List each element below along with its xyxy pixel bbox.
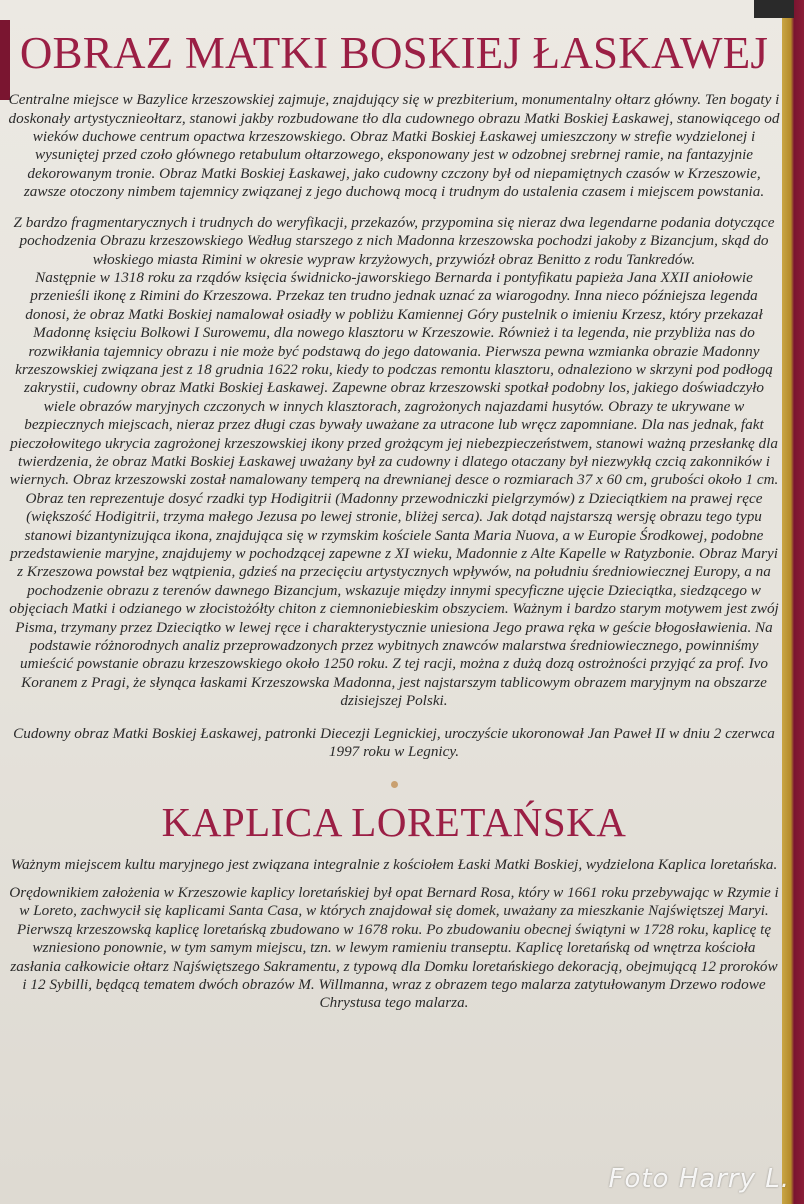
board-content <box>8 30 780 1013</box>
photo-watermark: Foto Harry L. <box>608 1164 790 1194</box>
paragraph-chapel-history: Orędownikiem założenia w Krzeszowie kaplicy loretańskiej był opat Bernard Rosa, który w 1661 roku przebywając w Rzymie i w Loreto, zachwycił się kaplicami Santa Casa, w których znajdował się domek, uważany za mieszkanie Najświętszej Maryi. Pierwszą krzeszowską kaplicę loretańską zbudowano w 1678 roku. Po zbudowaniu obecnej świątyni w 1728 roku, kaplicę tę wzniesiono ponownie, w tym samym miejscu, tzn. w lewym ramieniu transeptu. Kaplicę loretańską od wnętrza kościoła zasłania całkowicie ołtarz Najświętszego Sakramentu, z typową dla Domku loretańskiego dekoracją, obejmującą 12 proroków i 12 Sybilli, będącą tematem dwóch obrazów M. Willmanna, wraz z obrazem tego malarza zatytułowanym Drzewo rodowe Chrystusa tego malarza. <box>9 883 779 1012</box>
board-frame-corner <box>754 0 794 18</box>
paragraph-chapel-intro: Ważnym miejscem kultu maryjnego jest związana integralnie z kościołem Łaski Matki Boskiej, wydzielona Kaplica loretańska. <box>10 855 778 873</box>
board-frame-right <box>782 0 804 1204</box>
paragraph-coronation: Cudowny obraz Matki Boskiej Łaskawej, patronki Diecezji Legnickiej, uroczyście ukoronował Jan Paweł II w dniu 2 czerwca 1997 roku w Legnicy. <box>13 724 775 761</box>
paragraph-intro: Centralne miejsce w Bazylice krzeszowskiej zajmuje, znajdujący się w prezbiterium, monumentalny ołtarz główny. Ten bogaty i doskonały artystycznieołtarz, stanowi jakby rozbudowane tło dla cudownego obrazu Matki Boskiej Łaskawej, stanowiącego od wieków duchowe centrum opactwa krzeszowskiego. Obraz Matki Boskiej Łaskawej umieszczony w strefie wydzielonej i wysuniętej przed czoło głównego retabulum ołtarzowego, eksponowany jest w odzobnej srebrnej ramie, na fantazyjnie dekorowanym tronie. Obraz Matki Boskiej Łaskawej, jako cudowny czczony był od niepamiętnych czasów w Krzeszowie, zawsze otoczony nimbem tajemnicy związanej z jego duchową mocą i trudnym do ustalenia czasem i miejscem powstania. <box>8 91 780 201</box>
section-divider-dot <box>391 781 398 788</box>
section-title: KAPLICA LORETAŃSKA <box>161 799 627 846</box>
paragraph-history: Następnie w 1318 roku za rządów księcia świdnicko-jaworskiego Bernarda i pontyfikatu papieża Jana XXII aniołowie przenieśli ikonę z Rimini do Krzeszowa. Przekaz ten trudno jednak uznać za wiarogodny. Inna nieco późniejsza legenda donosi, że obraz Matki Boskiej namalował osiadły w pobliżu Kamiennej Góry pustelnik o imieniu Krzesz, który przekazał Madonnę księciu Bolkowi I Surowemu, dla nowego klasztoru w Krzeszowie. Również i ta legenda, nie przybliża nas do rozwikłania tajemnicy obrazu i nie może być podstawą do jego datowania. Pierwsza pewna wzmianka obrazie Madonny krzeszowskiej związana jest z 18 grudnia 1622 roku, kiedy to podczas remontu klasztoru, odnaleziono w skrzyni pod podłogą zakrystii, cudowny obraz Matki Boskiej Łaskawej. Zapewne obraz krzeszowski spotkał podobny los, jakiego doświadczyło wiele obrazów maryjnych czczonych w innych klasztorach, zagrożonych najazdami husytów. Obrazy te ukrywane w bezpiecznych miejscach, nieraz przez długi czas bywały uważane za utracone lub wręcz zapomniane. Dla nas jednak, fakt pieczołowitego ukrycia zagrożonej krzeszowskiej ikony przed grożącym jej niebezpieczeństwem, stanowi ważną przesłankę dla twierdzenia, że obraz Matki Boskiej Łaskawej uważany był za cudowny i dlatego otaczany był niezwykłą czcią zakonników i wiernych. Obraz krzeszowski został namalowany temperą na drewnianej desce o rozmiarach 37 x 60 cm, grubości około 1 cm. Obraz ten reprezentuje dosyć rzadki typ Hodigitrii (Madonny przewodniczki pielgrzymów) z Dzieciątkiem na prawej ręce (większość Hodigitrii, trzyma małego Jezusa po lewej stronie, bliżej serca). Jak dotąd najstarszą wersję obrazu tego typu stanowi bizantynizująca ikona, znajdująca się w rzymskim kościele Santa Maria Nuova, a w Europie Środkowej, podobne przedstawienie maryjne, znajdujemy w pochodzącej zapewne z XI wieku, Madonnie z Alte Kapelle w Ratyzbonie. Obraz Maryi z Krzeszowa powstał bez wątpienia, gdzieś na przecięciu artystycznych wpływów, na południu średniowiecznej Europy, a na pochodzenie obrazu z terenów dawnego Bizancjum, wskazuje między innymi specyficzne ujęcie Dzieciątka, siedzącego w objęciach Matki i odzianego w złocistożółty chiton z ciemnoniebieskim obszyciem. Ważnym i bardzo starym motywem jest zwój Pisma, trzymany przez Dzieciątko w lewej ręce i charakterystycznie uniesiona Jego prawa ręka w geście błogosławienia. Na podstawie różnorodnych analiz przeprowadzonych przez wybitnych znawców malarstwa średniowiecznego, powinniśmy umieścić powstanie obrazu krzeszowskiego około 1250 roku. Z tej racji, można z dużą dozą ostrożności przyjąć za prof. Ivo Koranem z Pragi, że słynąca łaskami Krzeszowska Madonna, jest najstarszym tablicowym obrazem maryjnym na obszarze dzisiejszej Polski. <box>9 268 779 710</box>
paragraph-legends: Z bardzo fragmentarycznych i trudnych do weryfikacji, przekazów, przypomina się nieraz dwa legendarne podania dotyczące pochodzenia Obrazu krzeszowskiego Według starszego z nich Madonna krzeszowska pochodzi jakoby z Bizancjum, skąd do włoskiego miasta Rimini w okresie wypraw krzyżowych, przywiózł obraz Benitto z rodu Tankredów. <box>13 213 775 268</box>
page-title: OBRAZ MATKI BOSKIEJ ŁASKAWEJ <box>19 28 769 78</box>
